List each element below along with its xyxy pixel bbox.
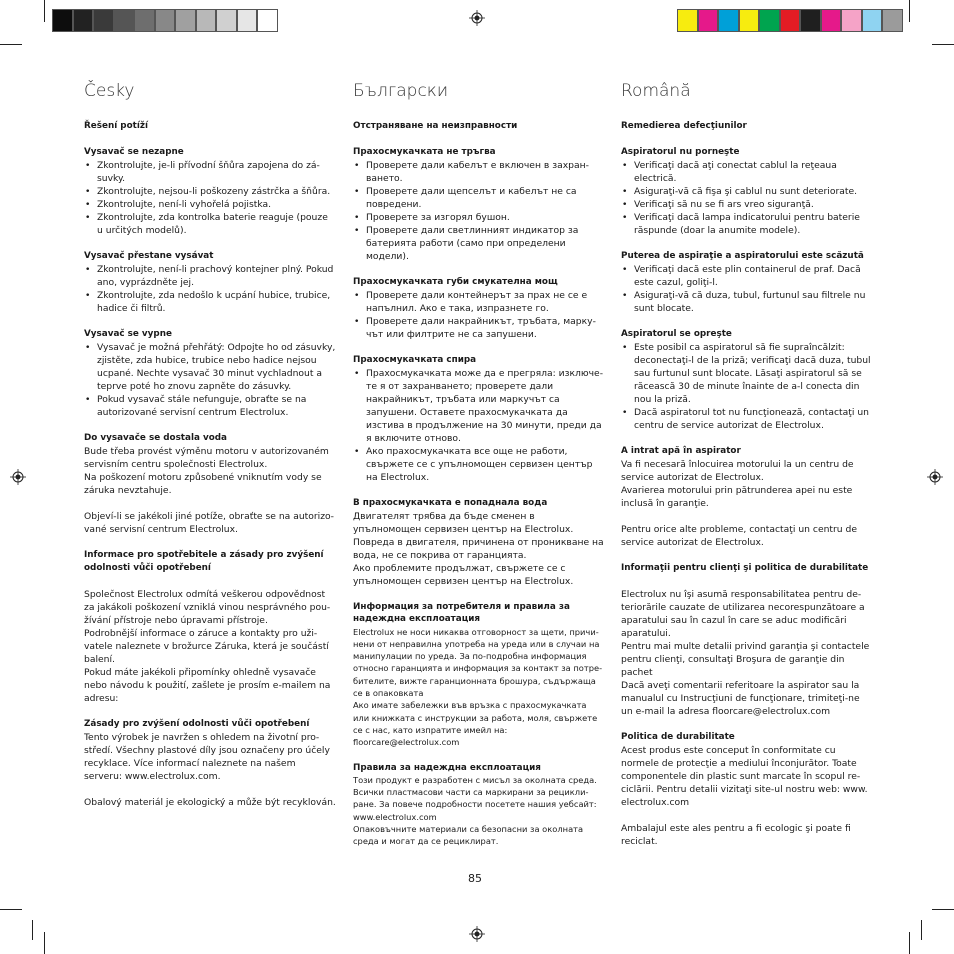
- page-number: 85: [468, 872, 482, 885]
- block-heading: Politica de durabilitate: [621, 732, 735, 742]
- text-block: [621, 328, 873, 432]
- bullet-list: [621, 263, 873, 315]
- registration-mark-icon: [469, 926, 485, 942]
- color-swatch: [718, 9, 739, 32]
- color-swatch: [73, 9, 94, 32]
- bullet-item: • Zkontrolujte, nejsou-li poškozeny zástrčka a šňůra.: [84, 185, 336, 198]
- paragraph: [84, 783, 336, 796]
- block-heading: Информация за потребителя и правила за надеждна експлоатация: [353, 602, 570, 625]
- bullet-list: [621, 341, 873, 432]
- text-block: [353, 120, 605, 133]
- paragraph: [621, 510, 873, 523]
- registration-mark-icon: [469, 10, 485, 26]
- color-swatch: [155, 9, 176, 32]
- column-bulgarian: [353, 80, 605, 861]
- text-block: [84, 250, 336, 315]
- paragraph: Společnost Electrolux odmítá veškerou odpovědnost za jakákoli poškození vzniklá vinou nesprávného používání přístroje nebo úpravami přístroje.: [84, 589, 331, 626]
- section-title-romanian: Română: [621, 81, 691, 101]
- text-block: [621, 562, 873, 718]
- section-title-czech: Česky: [84, 81, 135, 101]
- paragraph: Va fi necesară înlocuirea motorului la un centru de service autorizat de Electrolux.: [621, 459, 854, 483]
- crop-mark: [921, 920, 922, 940]
- section-title-bulgarian: Български: [353, 81, 449, 101]
- paragraph: Ако имате забележки във връзка с прахосмукачката или книжката с инструкции за работа, моля, свържете се с нас, като изпратите имейл на: floorcare@electrolux.com: [353, 700, 598, 748]
- bullet-list: [353, 159, 605, 263]
- paragraph: Двигателят трябва да бъде сменен в упълномощен сервизен център на Electrolux.: [353, 511, 574, 535]
- paragraph: Electrolux nu îşi asumă responsabilitatea pentru deteriorările cauzate de utilizarea necorespunzătoare a aparatului sau în cazul în care se aduc modificări aparatului.: [621, 589, 865, 639]
- bullet-item: • Zkontrolujte, zda kontrolka baterie reaguje (pouze u určitých modelů).: [84, 211, 336, 237]
- grayscale-color-bar: [52, 9, 278, 32]
- text-block: [621, 146, 873, 237]
- paragraph: Na poškození motoru způsobené vniknutím vody se záruka nevztahuje.: [84, 472, 322, 496]
- text-block: [84, 549, 336, 705]
- color-swatch: [759, 9, 780, 32]
- paragraph: Pentru mai multe detalii privind garanţia şi contactele pentru clienţi, consultaţi Broşura de garanţie din pachet: [621, 641, 870, 678]
- paragraph: Objeví-li se jakékoli jiné potíže, obraťte se na autorizované servisní centrum Electrolux.: [84, 511, 334, 535]
- color-swatch: [93, 9, 114, 32]
- bullet-item: • Verificaţi dacă lampa indicatorului pentru baterie răspunde (doar la anumite modele).: [621, 211, 873, 237]
- block-heading: Отстраняване на неизправности: [353, 121, 518, 131]
- bullet-item: • Проверете дали контейнерът за прах не се е напълнил. Ако е така, изпразнете го.: [353, 289, 605, 315]
- block-heading: Vysavač se nezapne: [84, 147, 184, 157]
- bullet-item: • Проверете дали светлинният индикатор за батерията работи (само при определени модели).: [353, 224, 605, 263]
- block-heading: Informaţii pentru clienţi şi politica de durabilitate: [621, 563, 869, 573]
- color-swatch: [821, 9, 842, 32]
- crop-mark: [932, 44, 954, 45]
- block-heading: Puterea de aspiraţie a aspiratorului este scăzută: [621, 251, 864, 261]
- text-block: [353, 276, 605, 341]
- paragraph: [621, 575, 873, 588]
- bullet-item: • Dacă aspiratorul tot nu funcţionează, contactaţi un centru de service autorizat de Electrolux.: [621, 406, 873, 432]
- text-block: [353, 762, 605, 848]
- color-swatch: [862, 9, 883, 32]
- text-block: [84, 328, 336, 419]
- text-block: [353, 354, 605, 484]
- bullet-list: [84, 159, 336, 237]
- bullet-item: • Asiguraţi-vă că duza, tubul, furtunul sau filtrele nu sunt blocate.: [621, 289, 873, 315]
- column-czech: [84, 80, 336, 822]
- text-block: [621, 731, 873, 848]
- paragraph: Electrolux не носи никаква отговорност за щети, причинени от неправилна употреба на уреда или в случаи на манипулации по уреда. За по-подробна информация относно гаранцията и информация за контакт за потребителите, вижте гаранционната брошура, съдържаща се в опаковката: [353, 626, 603, 699]
- block-heading: Zásady pro zvýšení odolnosti vůči opotřebení: [84, 719, 310, 729]
- paragraph: Pokud máte jakékoli připomínky ohledně vysavače nebo návodu k použití, zašlete je prosím e-mailem na adresu:: [84, 667, 331, 704]
- text-block: [353, 146, 605, 263]
- color-swatch: [841, 9, 862, 32]
- registration-mark-icon: [927, 469, 943, 485]
- text-block: [621, 120, 873, 133]
- color-swatch: [698, 9, 719, 32]
- paragraph: [84, 575, 336, 588]
- color-swatch: [175, 9, 196, 32]
- block-heading: Прахосмукачката не тръгва: [353, 147, 496, 157]
- paragraph: [621, 809, 873, 822]
- registration-mark-icon: [10, 469, 26, 485]
- bullet-item: • Asiguraţi-vă că fişa şi cablul nu sunt deteriorate.: [621, 185, 873, 198]
- paragraph: Avarierea motorului prin pătrunderea apei nu este inclusă în garanţie.: [621, 485, 853, 509]
- crop-mark: [909, 0, 910, 22]
- block-heading: Правила за надеждна експлоатация: [353, 762, 541, 773]
- bullet-item: • Zkontrolujte, není-li vyhořelá pojistka.: [84, 198, 336, 211]
- paragraph: Bude třeba provést výměnu motoru v autorizovaném servisním centru společnosti Electrolux.: [84, 446, 329, 470]
- bullet-item: • Pokud vysavač stále nefunguje, obraťte se na autorizované servisní centrum Electrolux.: [84, 393, 336, 419]
- process-color-bar: [677, 9, 903, 32]
- color-swatch: [237, 9, 258, 32]
- color-swatch: [882, 9, 903, 32]
- block-heading: Řešení potíží: [84, 121, 148, 131]
- bullet-list: [84, 263, 336, 315]
- bullet-item: • Zkontrolujte, zda nedošlo k ucpání hubice, trubice, hadice či filtrů.: [84, 289, 336, 315]
- block-heading: Прахосмукачката губи смукателна мощ: [353, 277, 558, 287]
- bullet-item: • Verificaţi să nu se fi ars vreo siguranţă.: [621, 198, 873, 211]
- crop-mark: [932, 909, 954, 910]
- color-swatch: [800, 9, 821, 32]
- bullet-item: • Прахосмукачката може да е прегряла: изключете я от захранването; проверете дали накрайникът, тръбата или маркучът са запушени. Оставете прахосмукачката да изстива в продължение на 30 минути, преди да я включите отново.: [353, 367, 605, 445]
- color-swatch: [257, 9, 278, 32]
- text-block: [621, 445, 873, 549]
- paragraph: Tento výrobek je navržen s ohledem na životní prostředí. Všechny plastové díly jsou označeny pro účely recyklace. Více informací naleznete na našem serveru: www.electrolux.com.: [84, 732, 330, 782]
- bullet-list: [621, 159, 873, 237]
- text-block: [84, 120, 336, 133]
- paragraph: Dacă aveţi comentarii referitoare la aspirator sau la manualul cu Instrucţiuni de funcţionare, trimiteţi-ne un e-mail la adresa floorcare@electrolux.com: [621, 680, 860, 717]
- paragraph: Pentru orice alte probleme, contactaţi un centru de service autorizat de Electrolux.: [621, 524, 858, 548]
- text-block: [84, 718, 336, 809]
- paragraph: Опаковъчните материали са безопасни за околната среда и могат да се рециклират.: [353, 824, 584, 847]
- bullet-item: • Проверете дали накрайникът, тръбата, маркучът или филтрите не са запушени.: [353, 315, 605, 341]
- paragraph: Ако проблемите продължат, свържете се с упълномощен сервизен център на Electrolux.: [353, 563, 574, 587]
- block-heading: Informace pro spotřebitele a zásady pro zvýšení odolnosti vůči opotřebení: [84, 550, 324, 573]
- color-swatch: [134, 9, 155, 32]
- bullet-item: • Vysavač je možná přehřátý: Odpojte ho od zásuvky, zjistěte, zda hubice, trubice nebo hadice nejsou ucpané. Nechte vysavač 30 minut vychladnout a teprve poté ho znovu zapněte do zásuvky.: [84, 341, 336, 393]
- text-block: [84, 146, 336, 237]
- color-swatch: [677, 9, 698, 32]
- color-swatch: [114, 9, 135, 32]
- crop-mark: [0, 44, 22, 45]
- bullet-list: [353, 289, 605, 341]
- text-block: [353, 601, 605, 749]
- bullet-item: • Este posibil ca aspiratorul să fie supraîncălzit: deconectaţi-l de la priză; verificaţi dacă duza, tubul sau furtunul sunt blocate. Lăsaţi aspiratorul să se răcească 30 de minute înainte de a-l conecta din nou la priză.: [621, 341, 873, 406]
- crop-mark: [44, 0, 45, 22]
- bullet-item: • Проверете за изгорял бушон.: [353, 211, 605, 224]
- bullet-item: • Verificaţi dacă este plin containerul de praf. Dacă este cazul, goliţi-l.: [621, 263, 873, 289]
- block-heading: Aspiratorul nu porneşte: [621, 147, 740, 157]
- block-heading: Do vysavače se dostala voda: [84, 433, 227, 443]
- color-swatch: [196, 9, 217, 32]
- block-heading: A intrat apă în aspirator: [621, 446, 741, 456]
- column-romanian: [621, 80, 873, 861]
- block-heading: Aspiratorul se opreşte: [621, 329, 732, 339]
- block-heading: В прахосмукачката е попаднала вода: [353, 498, 548, 508]
- color-swatch: [780, 9, 801, 32]
- bullet-item: • Проверете дали кабелът е включен в захранването.: [353, 159, 605, 185]
- color-swatch: [52, 9, 73, 32]
- paragraph: Този продукт е разработен с мисъл за околната среда. Всички пластмасови части са маркирани за рециклиране. За повече подробности посетете нашия уебсайт: www.electrolux.com: [353, 774, 597, 822]
- crop-mark: [44, 932, 45, 954]
- block-heading: Vysavač se vypne: [84, 329, 172, 339]
- block-heading: Прахосмукачката спира: [353, 355, 477, 365]
- text-block: [353, 497, 605, 588]
- bullet-item: • Проверете дали щепселът и кабелът не са повредени.: [353, 185, 605, 211]
- crop-mark: [0, 909, 22, 910]
- block-heading: Remedierea defecţiunilor: [621, 121, 747, 131]
- bullet-list: [84, 341, 336, 419]
- block-heading: Vysavač přestane vysávat: [84, 251, 214, 261]
- crop-mark: [32, 920, 33, 940]
- text-block: [84, 432, 336, 536]
- bullet-item: • Zkontrolujte, není-li prachový kontejner plný. Pokud ano, vyprázdněte jej.: [84, 263, 336, 289]
- bullet-item: • Zkontrolujte, je-li přívodní šňůra zapojena do zásuvky.: [84, 159, 336, 185]
- text-block: [621, 250, 873, 315]
- bullet-list: [353, 367, 605, 484]
- bullet-item: • Verificaţi dacă aţi conectat cablul la reţeaua electrică.: [621, 159, 873, 185]
- paragraph: [84, 497, 336, 510]
- paragraph: Повреда в двигателя, причинена от проникване на вода, не се покрива от гаранцията.: [353, 537, 604, 561]
- bullet-item: • Ако прахосмукачката все още не работи, свържете се с упълномощен сервизен център на Electrolux.: [353, 445, 605, 484]
- color-swatch: [216, 9, 237, 32]
- paragraph: Acest produs este conceput în conformitate cu normele de protecţie a mediului înconjurător. Toate componentele din plastic sunt marcate în scopul reciclării. Pentru detalii vizitaţi site-ul nostru web: www. electrolux.com: [621, 745, 868, 808]
- paragraph: Podrobnější informace o záruce a kontakty pro uživatele naleznete v brožurce Záruka, která je součástí balení.: [84, 628, 329, 665]
- color-swatch: [739, 9, 760, 32]
- paragraph: Ambalajul este ales pentru a fi ecologic şi poate fi reciclat.: [621, 823, 851, 847]
- paragraph: Obalový materiál je ekologický a může být recyklován.: [84, 797, 336, 808]
- crop-mark: [909, 932, 910, 954]
